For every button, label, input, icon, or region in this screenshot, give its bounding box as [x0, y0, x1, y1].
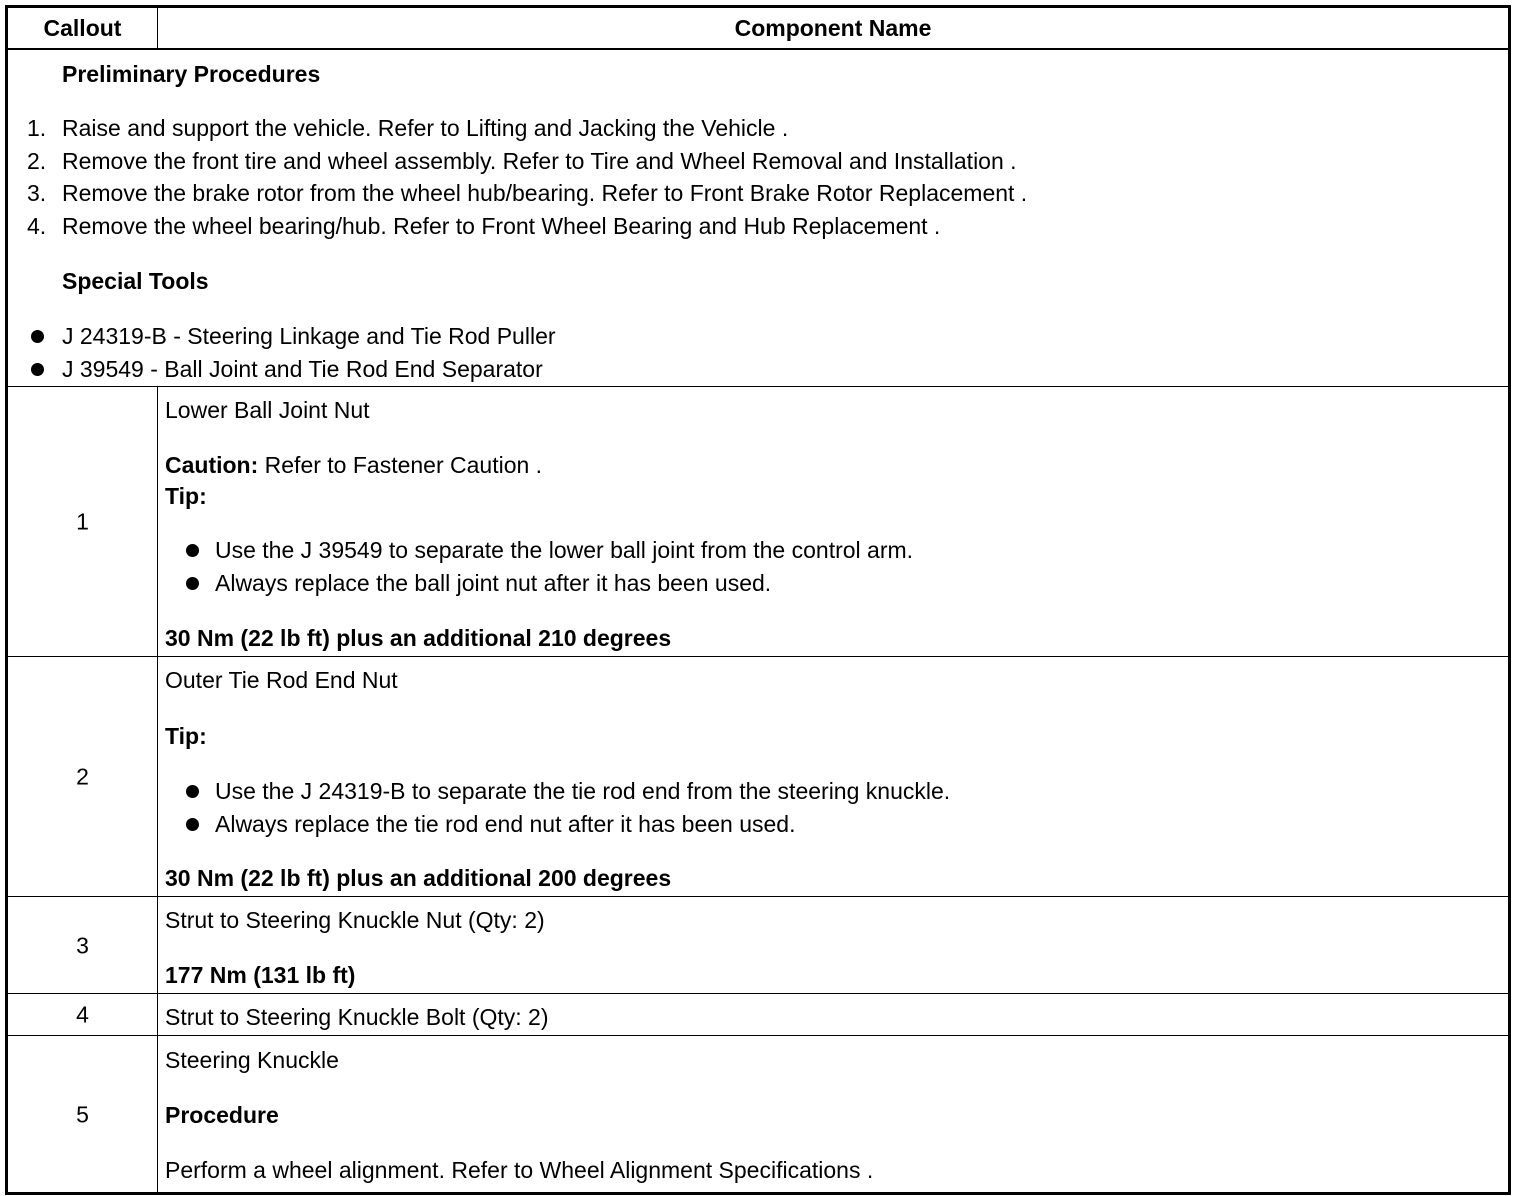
table-row [8, 386, 1508, 657]
table-row [8, 896, 1508, 994]
bullet-icon [186, 785, 199, 798]
step-text: Remove the brake rotor from the wheel hub/bearing. Refer to Front Brake Rotor Replacement . [62, 180, 1028, 206]
bullet-icon [186, 577, 199, 590]
special-tools-heading: Special Tools [62, 268, 209, 294]
table-row [8, 993, 1508, 1036]
component-name: Outer Tie Rod End Nut [165, 667, 398, 693]
tool-item: J 39549 - Ball Joint and Tie Rod End Separator [62, 356, 543, 382]
step-number: 1. [27, 115, 47, 141]
component-name: Strut to Steering Knuckle Nut (Qty: 2) [165, 907, 545, 933]
callout-number: 1 [76, 508, 89, 535]
header-callout: Callout [8, 8, 158, 48]
callout-cell [8, 657, 158, 897]
torque-spec: 30 Nm (22 lb ft) plus an additional 210 degrees [165, 625, 672, 651]
tip-item: Use the J 24319-B to separate the tie rod end from the steering knuckle. [215, 778, 951, 804]
step-number: 4. [27, 213, 47, 239]
callout-number: 4 [76, 1001, 89, 1028]
table-header [8, 8, 1508, 50]
tip-label: Tip: [165, 483, 207, 509]
caution-line [165, 452, 542, 479]
tip-label: Tip: [165, 723, 207, 749]
step-text: Remove the wheel bearing/hub. Refer to Front Wheel Bearing and Hub Replacement . [62, 213, 941, 239]
callout-number: 3 [76, 932, 89, 958]
step-number: 3. [27, 180, 47, 206]
bullet-icon [31, 330, 44, 343]
component-table [5, 5, 1511, 1195]
caution-label: Caution: [165, 452, 259, 478]
torque-spec: 30 Nm (22 lb ft) plus an additional 200 degrees [165, 865, 672, 891]
component-name: Steering Knuckle [165, 1047, 339, 1073]
callout-cell [8, 897, 158, 994]
step-number: 2. [27, 148, 47, 174]
callout-cell [8, 1036, 158, 1193]
callout-cell [8, 994, 158, 1036]
step-text: Raise and support the vehicle. Refer to Lifting and Jacking the Vehicle . [62, 115, 789, 141]
tip-item: Use the J 39549 to separate the lower ball joint from the control arm. [215, 537, 914, 563]
caution-text: Refer to Fastener Caution . [264, 452, 543, 478]
procedure-text: Perform a wheel alignment. Refer to Wheel Alignment Specifications . [165, 1157, 874, 1183]
callout-number: 5 [76, 1101, 89, 1127]
component-name: Strut to Steering Knuckle Bolt (Qty: 2) [165, 1004, 549, 1030]
preliminary-heading: Preliminary Procedures [62, 61, 321, 87]
callout-cell [8, 387, 158, 657]
header-component-name: Component Name [734, 15, 932, 41]
callout-number: 2 [76, 763, 89, 790]
step-text: Remove the front tire and wheel assembly. Refer to Tire and Wheel Removal and Installation . [62, 148, 1017, 174]
tip-item: Always replace the ball joint nut after it has been used. [215, 570, 772, 596]
bullet-icon [31, 363, 44, 376]
component-name: Lower Ball Joint Nut [165, 397, 370, 423]
table-row [8, 1035, 1508, 1193]
tip-item: Always replace the tie rod end nut after it has been used. [215, 811, 796, 837]
table-row [8, 656, 1508, 897]
bullet-icon [186, 818, 199, 831]
tool-item: J 24319-B - Steering Linkage and Tie Rod Puller [62, 323, 556, 349]
torque-spec: 177 Nm (131 lb ft) [165, 962, 356, 988]
procedure-label: Procedure [165, 1102, 279, 1128]
bullet-icon [186, 544, 199, 557]
